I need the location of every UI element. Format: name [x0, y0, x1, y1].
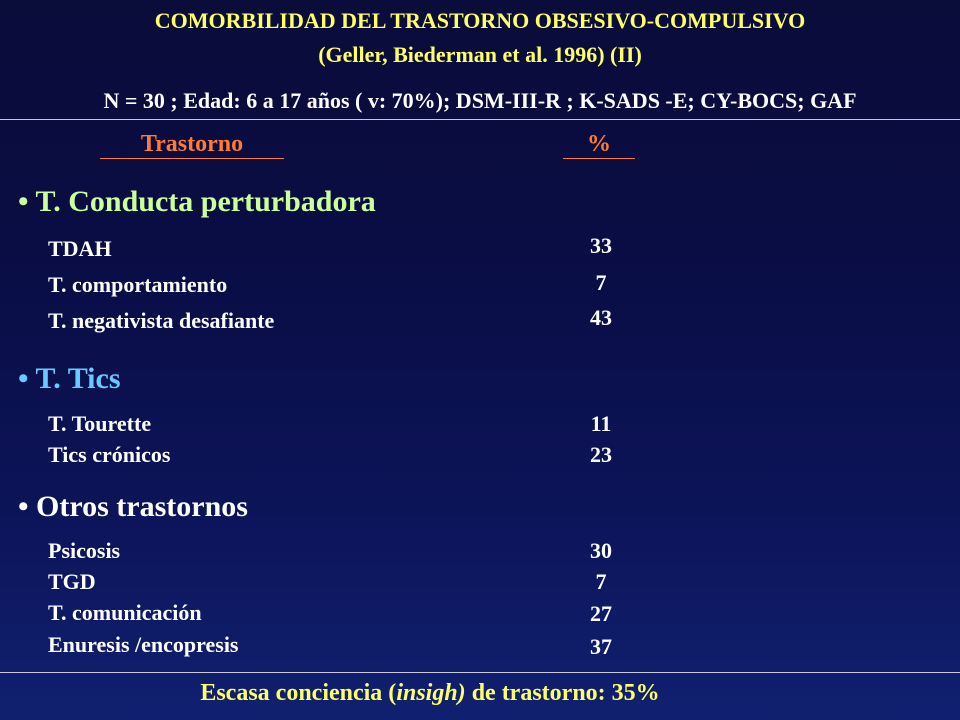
- list-item-label: TDAH: [48, 236, 112, 261]
- list-item-value: 33: [590, 233, 612, 258]
- list-item-value: 30: [590, 538, 612, 563]
- column-header-percent: %: [563, 131, 635, 159]
- slide-title: COMORBILIDAD DEL TRASTORNO OBSESIVO-COMPULSIVO: [154, 8, 806, 33]
- slide-subtitle-reference: (Geller, Biederman et al. 1996) (II): [318, 42, 642, 67]
- list-item-label: T. comportamiento: [48, 272, 228, 297]
- list-item-value: 37: [590, 634, 612, 659]
- list-item-label: Tics crónicos: [48, 442, 171, 467]
- footer-note: [0, 680, 860, 707]
- list-item-label: T. Tourette: [48, 411, 152, 436]
- list-item-value: 27: [590, 601, 612, 626]
- list-item-label: TGD: [48, 569, 96, 594]
- list-item-value: 43: [590, 305, 612, 330]
- list-item-value: 7: [595, 569, 607, 594]
- list-item-label: Enuresis /encopresis: [48, 632, 239, 657]
- list-item-label: T. negativista desafiante: [48, 308, 275, 333]
- footer-emphasis: insigh): [396, 680, 466, 706]
- list-item-value: 23: [590, 442, 612, 467]
- column-header-trastorno: Trastorno: [100, 131, 284, 159]
- bottom-divider: [0, 672, 960, 673]
- list-item-value: 11: [590, 411, 612, 436]
- section-title-tics: • T. Tics: [18, 362, 121, 395]
- list-item-label: T. comunicación: [48, 600, 202, 625]
- section-title-conducta: • T. Conducta perturbadora: [18, 185, 376, 218]
- list-item-value: 7: [595, 270, 607, 295]
- study-info: N = 30 ; Edad: 6 a 17 años ( v: 70%); DSM-III-R ; K-SADS -E; CY-BOCS; GAF: [103, 88, 857, 113]
- section-title-otros: • Otros trastornos: [18, 490, 248, 523]
- top-divider: [0, 119, 960, 120]
- footer-suffix: de trastorno: 35%: [465, 680, 660, 706]
- footer-prefix: Escasa conciencia (: [200, 680, 397, 706]
- list-item-label: Psicosis: [48, 538, 121, 563]
